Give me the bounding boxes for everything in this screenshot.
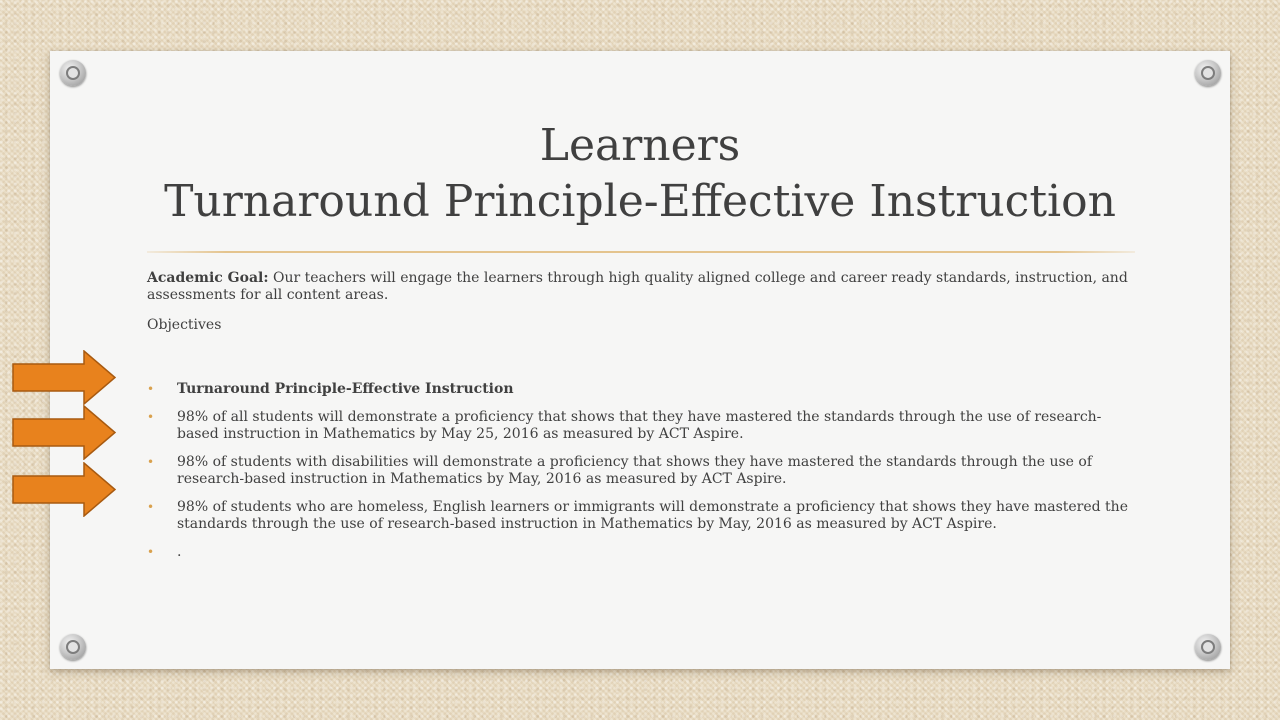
list-item-text: 98% of students who are homeless, English learners or immigrants will demonstrate a proficiency that shows they have mastered the standards through the use of research-based instruction in Mathematics by May, 2016 as measured by ACT Aspire. bbox=[177, 499, 1128, 532]
title-line-2: Turnaround Principle-Effective Instruction bbox=[164, 176, 1116, 227]
title-line-1: Learners bbox=[539, 120, 741, 171]
pin-icon bbox=[60, 634, 86, 660]
bullet-icon: • bbox=[147, 455, 155, 469]
goal-text: Our teachers will engage the learners through high quality aligned college and career ready standards, instruction, and assessments for all content areas. bbox=[147, 270, 1128, 303]
right-arrow-icon bbox=[12, 462, 116, 517]
list-item bbox=[147, 409, 1132, 443]
bullet-icon: • bbox=[147, 545, 155, 559]
right-arrow-icon bbox=[12, 405, 116, 460]
slide-title bbox=[150, 118, 1130, 230]
bullet-icon: • bbox=[147, 410, 155, 424]
academic-goal bbox=[147, 270, 1132, 304]
list-item bbox=[147, 499, 1132, 533]
objectives-list bbox=[147, 381, 1132, 572]
slide-body bbox=[147, 270, 1132, 334]
list-item bbox=[147, 381, 1132, 398]
goal-label: Academic Goal: bbox=[147, 270, 269, 286]
list-item-text: 98% of all students will demonstrate a proficiency that shows that they have mastered the standards through the use of research-based instruction in Mathematics by May 25, 2016 as measured by ACT Aspire. bbox=[177, 409, 1102, 442]
list-item-text: Turnaround Principle-Effective Instruction bbox=[177, 381, 514, 397]
bullet-icon: • bbox=[147, 500, 155, 514]
objectives-label: Objectives bbox=[147, 317, 222, 333]
title-divider bbox=[147, 251, 1135, 253]
right-arrow-icon bbox=[12, 350, 116, 405]
list-item-text: . bbox=[177, 544, 182, 560]
list-item bbox=[147, 454, 1132, 488]
bullet-icon: • bbox=[147, 382, 155, 396]
pin-icon bbox=[1195, 60, 1221, 86]
pin-icon bbox=[60, 60, 86, 86]
list-item-text: 98% of students with disabilities will demonstrate a proficiency that shows they have mastered the standards through the use of research-based instruction in Mathematics by May, 2016 as measured by ACT Aspire. bbox=[177, 454, 1093, 487]
pin-icon bbox=[1195, 634, 1221, 660]
list-item bbox=[147, 544, 1132, 561]
